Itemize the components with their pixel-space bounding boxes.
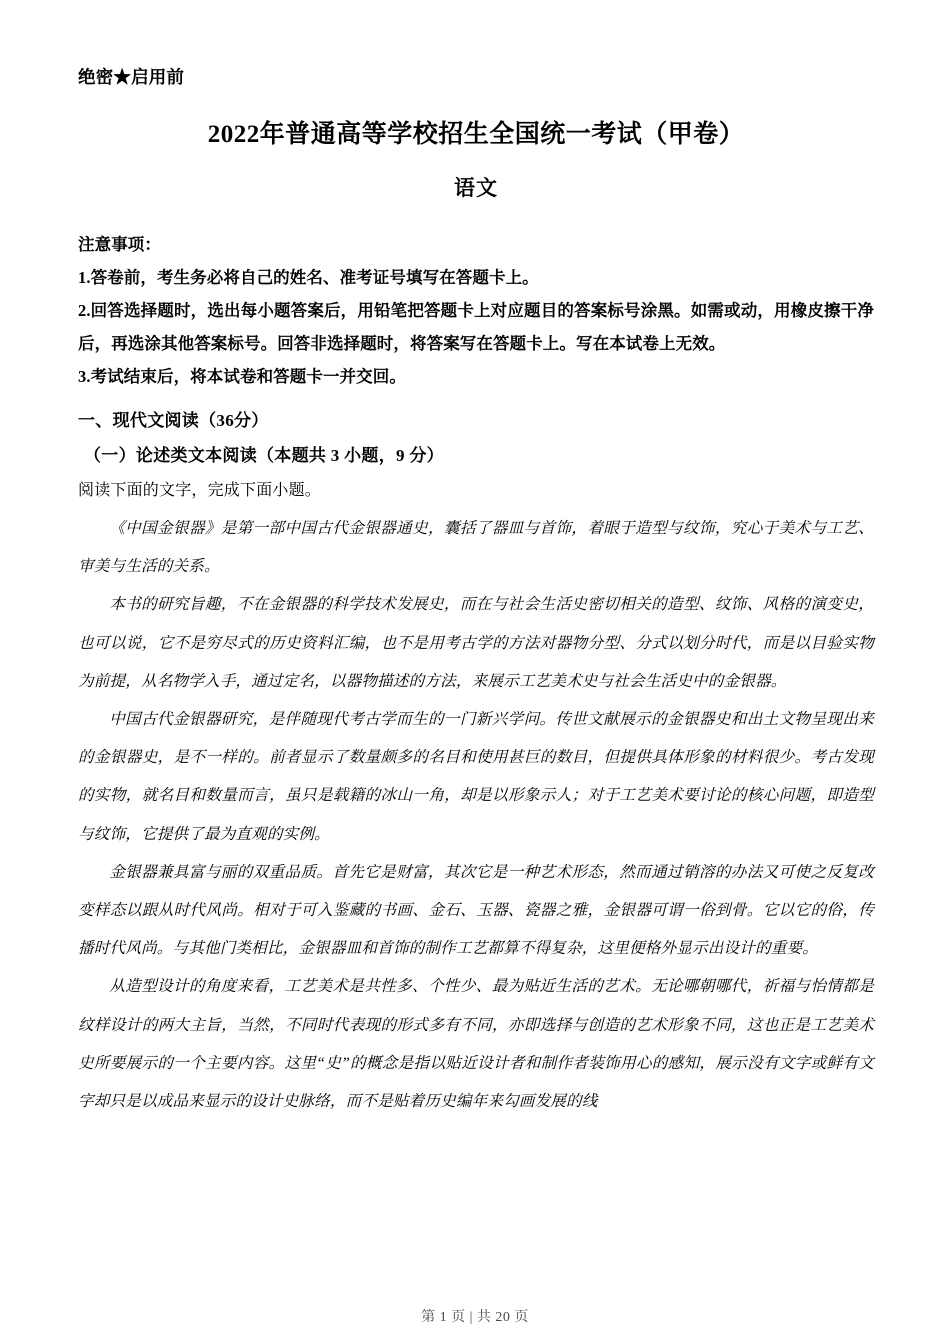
section-heading-part-one: 一、现代文阅读（36分） (78, 411, 269, 430)
passage-paragraph: 本书的研究旨趣，不在金银器的科学技术发展史，而在与社会生活史密切相关的造型、纹饰、风格的演变史，也可以说，它不是穷尽式的历史资料汇编，也不是用考古学的方法对器物分型、分式以划分时代，而是以目验实物为前提，从名物学入手，通过定名，以器物描述的方法，来展示工艺美术史与社会生活史中的金银器。 (78, 596, 874, 690)
sub-heading-argumentative-text: （一）论述类文本阅读（本题共 3 小题，9 分） (84, 446, 444, 465)
footer-total-pages: 共 20 页 (476, 1310, 529, 1325)
secrecy-notice: 绝密★启用前 (78, 67, 185, 87)
notice-item-2: 2.回答选择题时，选出每小题答案后，用铅笔把答题卡上对应题目的答案标号涂黑。如需或动，用橡皮擦干净后，再选涂其他答案标号。回答非选择题时，将答案写在答题卡上。写在本试卷上无效。 (78, 301, 874, 353)
passage-paragraph: 中国古代金银器研究，是伴随现代考古学而生的一门新兴学问。传世文献展示的金银器史和出土文物呈现出来的金银器史，是不一样的。前者显示了数量颇多的名目和使用甚巨的数目，但提供具体形象的材料很少。考古发现的实物，就名目和数量而言，虽只是载籍的冰山一角，却是以形象示人；对于工艺美术要讨论的核心问题，即造型与纹饰，它提供了最为直观的实例。 (78, 711, 874, 843)
reading-instruction: 阅读下面的文字，完成下面小题。 (78, 482, 322, 499)
page-title: 2022年普通高等学校招生全国统一考试（甲卷） (207, 121, 745, 148)
notice-item-1: 1.答卷前，考生务必将自己的姓名、准考证号填写在答题卡上。 (78, 268, 539, 287)
passage-paragraph: 《中国金银器》是第一部中国古代金银器通史，囊括了器皿与首饰，着眼于造型与纹饰，究心于美术与工艺、审美与生活的关系。 (78, 520, 874, 576)
footer-current-page: 第 1 页 (421, 1310, 466, 1325)
passage-paragraph: 从造型设计的角度来看，工艺美术是共性多、个性少、最为贴近生活的艺术。无论哪朝哪代，祈福与怡情都是纹样设计的两大主旨，当然，不同时代表现的形式多有不同，亦即选择与创造的艺术形象不同，这也正是工艺美术史所要展示的一个主要内容。这里“史”的概念是指以贴近设计者和制作者装饰用心的感知，展示没有文字或鲜有文字却只是以成品来显示的设计史脉络，而不是贴着历史编年来勾画发展的线 (78, 978, 874, 1111)
notice-item-3: 3.考试结束后，将本试卷和答题卡一并交回。 (78, 367, 406, 386)
notice-block (78, 228, 874, 393)
subject-title: 语文 (454, 176, 498, 200)
footer-separator: | (469, 1310, 473, 1325)
notice-heading: 注意事项： (78, 235, 161, 254)
page-content (78, 0, 874, 1121)
passage-body (78, 510, 874, 1121)
page-footer (0, 1306, 950, 1326)
passage-paragraph: 金银器兼具富与丽的双重品质。首先它是财富，其次它是一种艺术形态，然而通过销溶的办法又可使之反复改变样态以跟从时代风尚。相对于可入鉴藏的书画、金石、玉器、瓷器之雅，金银器可谓一俗到骨。它以它的俗，传播时代风尚。与其他门类相比，金银器皿和首饰的制作工艺都算不得复杂，这里便格外显示出设计的重要。 (78, 863, 874, 958)
